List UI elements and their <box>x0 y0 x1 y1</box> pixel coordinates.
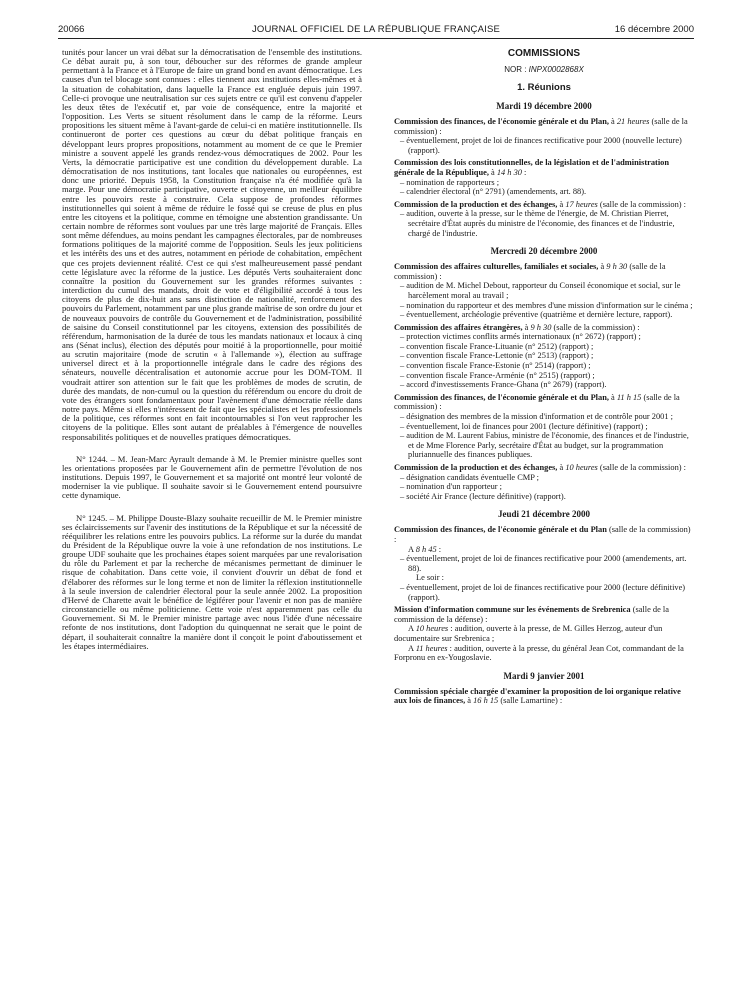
subsection-title: 1. Réunions <box>517 82 571 93</box>
committee-entry: Commission de la production et des échanges, à 17 heures (salle de la commission) : <box>394 199 686 209</box>
mission-entry: Mission d'information commune sur les événements de Srebrenica (salle de la commission de la défense) : <box>394 605 669 624</box>
journal-title: JOURNAL OFFICIEL DE LA RÉPUBLIQUE FRANÇAISE <box>251 24 501 35</box>
page-header <box>58 24 694 38</box>
committee-entry: Commission des lois constitutionnelles, de la législation et de l'administration générale de la République, à 14 h 30 : <box>394 158 669 177</box>
committee-entry: Commission des affaires culturelles, familiales et sociales, à 9 h 30 (salle de la commission) : <box>394 262 666 281</box>
day-heading: Mardi 19 décembre 2000 <box>496 101 592 111</box>
agenda-item: – convention fiscale France-Estonie (n° 2514) (rapport) ; <box>400 361 591 371</box>
header-rule <box>58 38 694 39</box>
day-heading: Mercredi 20 décembre 2000 <box>490 246 598 257</box>
question-continuation-paragraph: tunités pour lancer un vrai débat sur la démocratisation de l'ensemble des institutions. Ce débat aurait pu, à son tour, déboucher sur des réformes de grande ampleur permettant à la France et à l'Europe de faire un grand bond en avant démocratique. Les causes d'un tel blocage sont connues : elles tiennent aux institutions elles-mêmes et à la situation de cohabitation, dans laquelle la France est engluée depuis juin 1997. Celle-ci provoque une neutralisation sur ces sujets entre ce qu'il est convenu d'appeler les deux têtes de l'exécutif et, par voie de conséquence, entre la majorité et l'opposition. Les Verts se situent résolument dans le camp de la réforme. Leurs propositions les situent même à l'avant-garde de celui-ci en matière institutionnelle. Ils continueront de porter ces questions au cœur du débat politique français en développant leurs propres propositions, notamment au moment de ce que le Premier ministre a souvent appelé les grands rendez-vous démocratiques de 2002. Pour les Verts, la démocratie participative est une condition du développement durable. La démocratisation de nos institutions, tant locales que nationales ou européennes, est donc une priorité. Depuis 1958, la Constitution française n'a été modifiée qu'à la marge. Pour une démocratie participative, ouverte et citoyenne, un meilleur équilibre entre les pouvoirs reste à construire. Cela suppose de profondes réformes institutionnelles qui soient à même de réduire le fossé qui se creuse de plus en plus entre les citoyens et la politique, comme en témoigne une abstention grandissante. Un certain nombre de réformes sont voulues par une très large majorité de Français. Elles sont même défendues, au moins pendant les campagnes électorales, par de nombreuses formations politiques de la majorité comme de l'opposition. Seuls les jeux politiciens et les intérêts des uns et des autres, notamment en période de cohabitation, empêchent que ces projets deviennent réalité. C'est ce qui s'est malheureusement passé pendant cette législature avec la réforme de la justice. Les députés Verts souhaiteraient donc connaître la position du Gouvernement sur les grandes réformes suivantes : interdiction du cumul des mandats, droit de vote et d'éligibilité accordé à tous les citoyens de plus de dix-huit ans sans distinction de nationalité, renforcement des pouvoirs du Parlement, notamment par une plus grande maîtrise de son ordre du jour et de nouveaux pouvoirs de contrôle du Gouvernement et de l'administration, possibilité de saisine du Conseil constitutionnel par les citoyens, extension des possibilités de référendum, harmonisation de la durée de tous les mandats nationaux et locaux à cinq ans (Sénat inclus), élection des députés pour moitié à la proportionnelle, pour moitié au scrutin majoritaire (mode de scrutin « à l'allemande »), élection au suffrage universel direct et à la proportionnelle intégrale dans le cadre des régions des sénateurs, nouvelle décentralisation et autonomie accrue pour les DOM-TOM. Il voudrait attirer son attention sur le fait que les problèmes de modes de scrutin, de durée des mandats, de non-cumul ou la question du référendum ou encore du droit de vote des étrangers sont fondamentaux pour l'avènement d'une démocratie réelle dans notre pays. Même si elles n'intéressent de fait que les spécialistes et les professionnels de la politique, ces réformes sont en fait incontournables si l'on veut rapprocher les citoyens de la politique. Elles sont autant de préalables à l'émergence de nouvelles responsabilités politiques et de nouvelles pratiques démocratiques. <box>62 47 362 442</box>
agenda-item: – éventuellement, archéologie préventive (quatrième et dernière lecture, rapport). <box>400 310 673 320</box>
committee-entry: Commission des finances, de l'économie générale et du Plan, à 11 h 15 (salle de la commission) : <box>394 392 680 412</box>
meeting-time: 14 h 30 <box>496 167 522 177</box>
agenda-item: – éventuellement, projet de loi de finances rectificative pour 2000 (lecture définitive) (rapport). <box>400 582 686 602</box>
nor-label: NOR : <box>504 65 529 74</box>
evening-label: Le soir : <box>416 573 444 583</box>
agenda-item: – protection victimes conflits armés internationaux (n° 2672) (rapport) ; <box>400 332 641 342</box>
meeting-time: 10 heures <box>565 463 598 472</box>
committee-name: Commission des finances, de l'économie générale et du Plan, <box>394 392 609 402</box>
committee-name: Commission de la production et des échanges, <box>394 199 558 209</box>
agenda-item: – éventuellement, projet de loi de finances rectificative pour 2000 (nouvelle lecture) (rapport). <box>400 136 682 155</box>
mission-item: A 10 heures : audition, ouverte à la presse, de M. Gilles Herzog, auteur d'un documentaire sur Srebrenica ; <box>394 624 663 643</box>
committee-name: Commission des lois constitutionnelles, de la législation et de l'administration générale de la République, <box>394 158 669 177</box>
mission-name: Mission d'information commune sur les événements de Srebrenica <box>394 605 631 615</box>
committee-name: Commission des affaires culturelles, familiales et sociales, <box>394 262 599 272</box>
right-column <box>394 48 694 706</box>
day-heading: Jeudi 21 décembre 2000 <box>497 509 591 520</box>
meeting-time: 8 h 45 <box>415 544 437 554</box>
agenda-item: – accord d'investissements France-Ghana (n° 2679) (rapport). <box>400 380 607 390</box>
committee-entry: Commission des affaires étrangères, à 9 h 30 (salle de la commission) : <box>394 322 640 332</box>
nor-reference <box>394 65 694 74</box>
agenda-item: – nomination d'un rapporteur ; <box>400 482 502 492</box>
day-heading: Mardi 9 janvier 2001 <box>503 670 585 681</box>
agenda-item: – éventuellement, loi de finances pour 2001 (lecture définitive) (rapport) ; <box>400 421 648 431</box>
nor-value: INPX0002868X <box>528 65 584 74</box>
agenda-item: – nomination du rapporteur et des membres d'une mission d'information sur le cinéma ; <box>400 300 693 310</box>
committee-name: Commission des finances, de l'économie générale et du Plan, <box>394 117 609 126</box>
meeting-time: 17 heures <box>565 199 598 209</box>
meeting-time: 9 h 30 <box>530 322 552 332</box>
meeting-time: 16 h 15 <box>473 696 499 706</box>
left-column <box>62 48 362 651</box>
committee-entry: Commission des finances, de l'économie générale et du Plan (salle de la commission) : <box>394 525 691 544</box>
committee-name: Commission des affaires étrangères, <box>394 322 523 332</box>
committee-entry: Commission des finances, de l'économie générale et du Plan, à 21 heures (salle de la commission) : <box>394 117 688 136</box>
agenda-item: – éventuellement, projet de loi de finances rectificative pour 2000 (amendements, art. 88). <box>400 554 687 573</box>
meeting-time: 9 h 30 <box>606 262 628 272</box>
committee-entry: Commission de la production et des échanges, à 10 heures (salle de la commission) : <box>394 463 686 472</box>
agenda-item: – convention fiscale France-Arménie (n° 2515) (rapport) ; <box>400 370 595 380</box>
agenda-item: – audition, ouverte à la presse, sur le thème de l'énergie, de M. Christian Pierret, secrétaire d'État auprès du ministre de l'économie, des finances et de l'industrie, chargé de l'industrie. <box>400 209 675 238</box>
meeting-time: 21 heures <box>616 117 650 126</box>
agenda-item: – société Air France (lecture définitive) (rapport). <box>400 491 566 501</box>
agenda-item: – audition de M. Laurent Fabius, ministre de l'économie, des finances et de l'industrie, et de Mme Florence Parly, secrétaire d'État au budget, sur la programmation pluriannuelle des finances publiques. <box>400 431 689 460</box>
issue-date: 16 décembre 2000 <box>614 24 694 35</box>
agenda-item: – convention fiscale France-Lettonie (n° 2513) (rapport) ; <box>400 351 594 361</box>
committee-name: Commission de la production et des échanges, <box>394 463 558 472</box>
committee-entry: Commission spéciale chargée d'examiner la proposition de loi organique relative aux lois de finances, à 16 h 15 (salle Lamartine) : <box>394 686 681 706</box>
session-time: A 8 h 45 : <box>408 544 442 554</box>
committee-name: Commission des finances, de l'économie générale et du Plan <box>394 525 607 535</box>
meeting-time: 11 h 15 <box>616 392 642 402</box>
committee-name: Commission spéciale chargée d'examiner la proposition de loi organique relative aux lois de finances, <box>394 686 681 706</box>
agenda-item: – désignation des membres de la mission d'information et de contrôle pour 2001 ; <box>400 412 673 422</box>
agenda-item: – calendrier électoral (n° 2791) (amendements, art. 88). <box>400 187 587 197</box>
question-1244-paragraph: N° 1244. – M. Jean-Marc Ayrault demande à M. le Premier ministre quelles sont les orientations proposées par le Gouvernement afin de permettre l'évolution de nos institutions. Depuis 1997, le Gouvernement et sa majorité ont montré leur volonté de moderniser la vie publique. Il souhaite savoir si le Gouvernement entend poursuivre cette dynamique. <box>62 453 362 501</box>
section-title: COMMISSIONS <box>507 48 581 59</box>
meeting-time: 11 heures <box>415 643 448 653</box>
agenda-item: – nomination de rapporteurs ; <box>400 177 500 187</box>
agenda-item: – convention fiscale France-Lituanie (n° 2512) (rapport) ; <box>400 341 594 351</box>
agenda-item: – désignation candidats éventuelle CMP ; <box>400 472 540 482</box>
agenda-item: – audition de M. Michel Debout, rapporteur du Conseil économique et social, sur le harcèlement moral au travail ; <box>400 281 681 300</box>
question-1245-paragraph: N° 1245. – M. Philippe Douste-Blazy souhaite recueillir de M. le Premier ministre ses éclaircissements sur l'avenir des institutions de la République et sur la nécessité de rééquilibrer les relations entre les pouvoirs publics. La réforme sur la durée du mandat du Président de la République ouvre la voie à une refondation de nos institutions. Le groupe UDF souhaite que les prochaines étapes soient marquées par une revalorisation du rôle du Parlement et par la recherche de mécanismes permettant de diminuer le risque de cohabitation. Dans cette voie, il convient d'ouvrir un débat de fond et d'élaborer des réformes sur le long terme et non de limiter la réflexion institutionnelle à la seule inversion de calendrier électoral pour la seule année 2002. La proposition d'Hervé de Charette avait le bénéfice de légiférer pour l'avenir et non pas de manière circonstancielle ou même politicienne. Cette voie n'est apparemment pas celle du Gouvernement. Si M. le Premier ministre partage avec nous l'idée d'une nécessaire refonte de nos institutions, dont l'adoption du quinquennat ne serait que le point de départ, il souhaiterait connaître la manière dont il conçoit le point d'aboutissement et les étapes intermédiaires. <box>62 512 362 651</box>
mission-item: A 11 heures : audition, ouverte à la presse, du général Jean Cot, commandant de la Forpronu en ex-Yougoslavie. <box>394 643 684 663</box>
page-number: 20066 <box>58 24 85 35</box>
meeting-time: 10 heures <box>415 624 449 634</box>
